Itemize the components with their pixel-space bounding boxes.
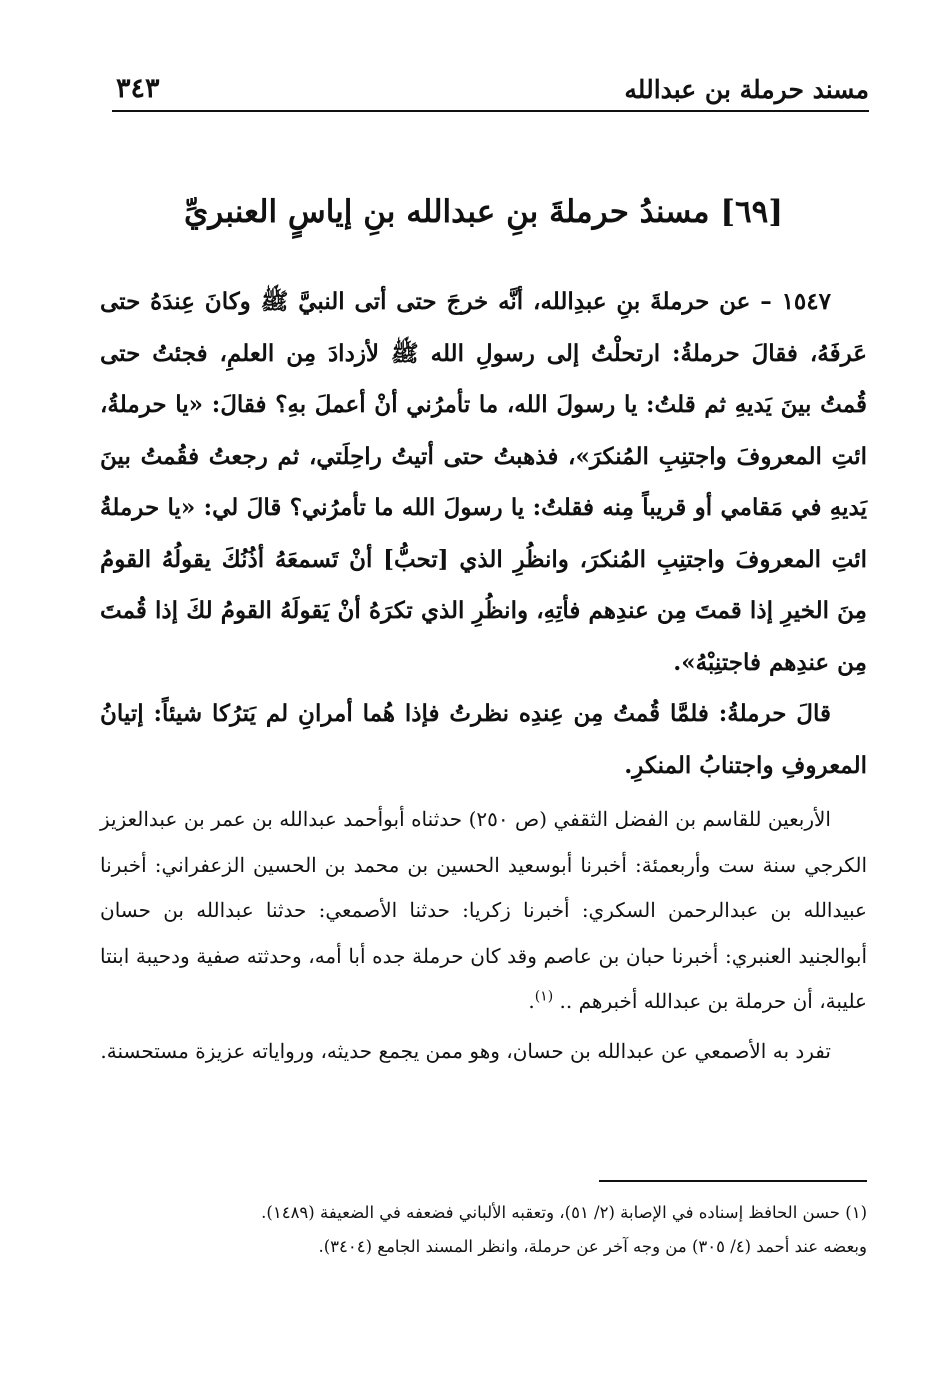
running-header	[112, 70, 869, 112]
footnotes	[96, 1196, 867, 1264]
body-text	[100, 276, 867, 1074]
hadith-paragraph: ١٥٤٧ – عن حرملةَ بنِ عبدِالله، أنَّه خرجَ حتى أتى النبيَّ ﷺ وكانَ عِندَهُ حتى عَرفَهُ، فقالَ حرملةُ: ارتحلْتُ إلى رسولِ الله ﷺ لأزدادَ مِن العلمِ، فجئتُ حتى قُمتُ بينَ يَديهِ ثم قلتُ: يا رسولَ الله، ما تأمرُني أنْ أعملَ بهِ؟ فقالَ: «يا حرملةُ، ائتِ المعروفَ واجتنِبِ المُنكرَ»، فذهبتُ حتى أتيتُ راحِلَتي، ثم رجعتُ فقُمتُ بينَ يَديهِ في مَقامي أو قريباً مِنه فقلتُ: يا رسولَ الله ما تأمرُني؟ قالَ لي: «يا حرملةُ ائتِ المعروفَ واجتنِبِ المُنكرَ، وانظُرِ الذي [تحبُّ] أنْ تَسمعَهُ أذُنُكَ يقولُهُ القومُ مِنَ الخيرِ إذا قمتَ مِن عندِهم فأتِهِ، وانظُرِ الذي تكرَهُ أنْ يَقولَهُ القومُ لكَ إذا قُمتَ مِن عندِهم فاجتنِبْهُ».	[100, 288, 867, 676]
source-paragraph	[100, 797, 867, 1025]
chapter-heading: [٦٩] مسندُ حرملةَ بنِ عبدالله بنِ إياسٍ العنبريِّ	[184, 194, 783, 230]
statement-paragraph: قالَ حرملةُ: فلمَّا قُمتُ مِن عِندِه نظرتُ فإذا هُما أمرانِ لم يَترُكا شيئاً: إتيانُ المعروفِ واجتنابُ المنكرِ.	[100, 700, 867, 779]
note-paragraph: تفرد به الأصمعي عن عبدالله بن حسان، وهو ممن يجمع حديثه، ورواياته عزيزة مستحسنة.	[100, 1038, 831, 1063]
running-title: مسند حرملة بن عبدالله	[624, 75, 869, 104]
source-end: .	[528, 989, 535, 1013]
footnote-divider	[599, 1180, 867, 1182]
footnote-line-1: (١) حسن الحافظ إسناده في الإصابة (٢/ ٥١)، وتعقبه الألباني فضعفه في الضعيفة (١٤٨٩).	[261, 1203, 867, 1222]
page-number: ٣٤٣	[116, 73, 160, 104]
footnote-line-2: وبعضه عند أحمد (٤/ ٣٠٥) من وجه آخر عن حرملة، وانظر المسند الجامع (٣٤٠٤).	[318, 1237, 867, 1256]
source-text: الأربعين للقاسم بن الفضل الثقفي (ص ٢٥٠) حدثناه أبوأحمد عبدالله بن عمر بن عبدالعزيز الكرجي سنة ست وأربعمئة: أخبرنا أبوسعيد الحسين بن محمد بن الحسين الزعفراني: أخبرنا عبيدالله بن عبدالرحمن السكري: أخبرنا زكريا: حدثنا الأصمعي: حدثنا عبدالله بن حسان أبوالجنيد العنبري: أخبرنا حبان بن عاصم وقد كان حرملة جده أبا أمه، وحدثته صفية ودحيبة ابنتا عليبة، أن حرملة بن عبدالله أخبرهم ..	[100, 807, 867, 1013]
footnote-reference[interactable]: (١)	[534, 988, 554, 1005]
